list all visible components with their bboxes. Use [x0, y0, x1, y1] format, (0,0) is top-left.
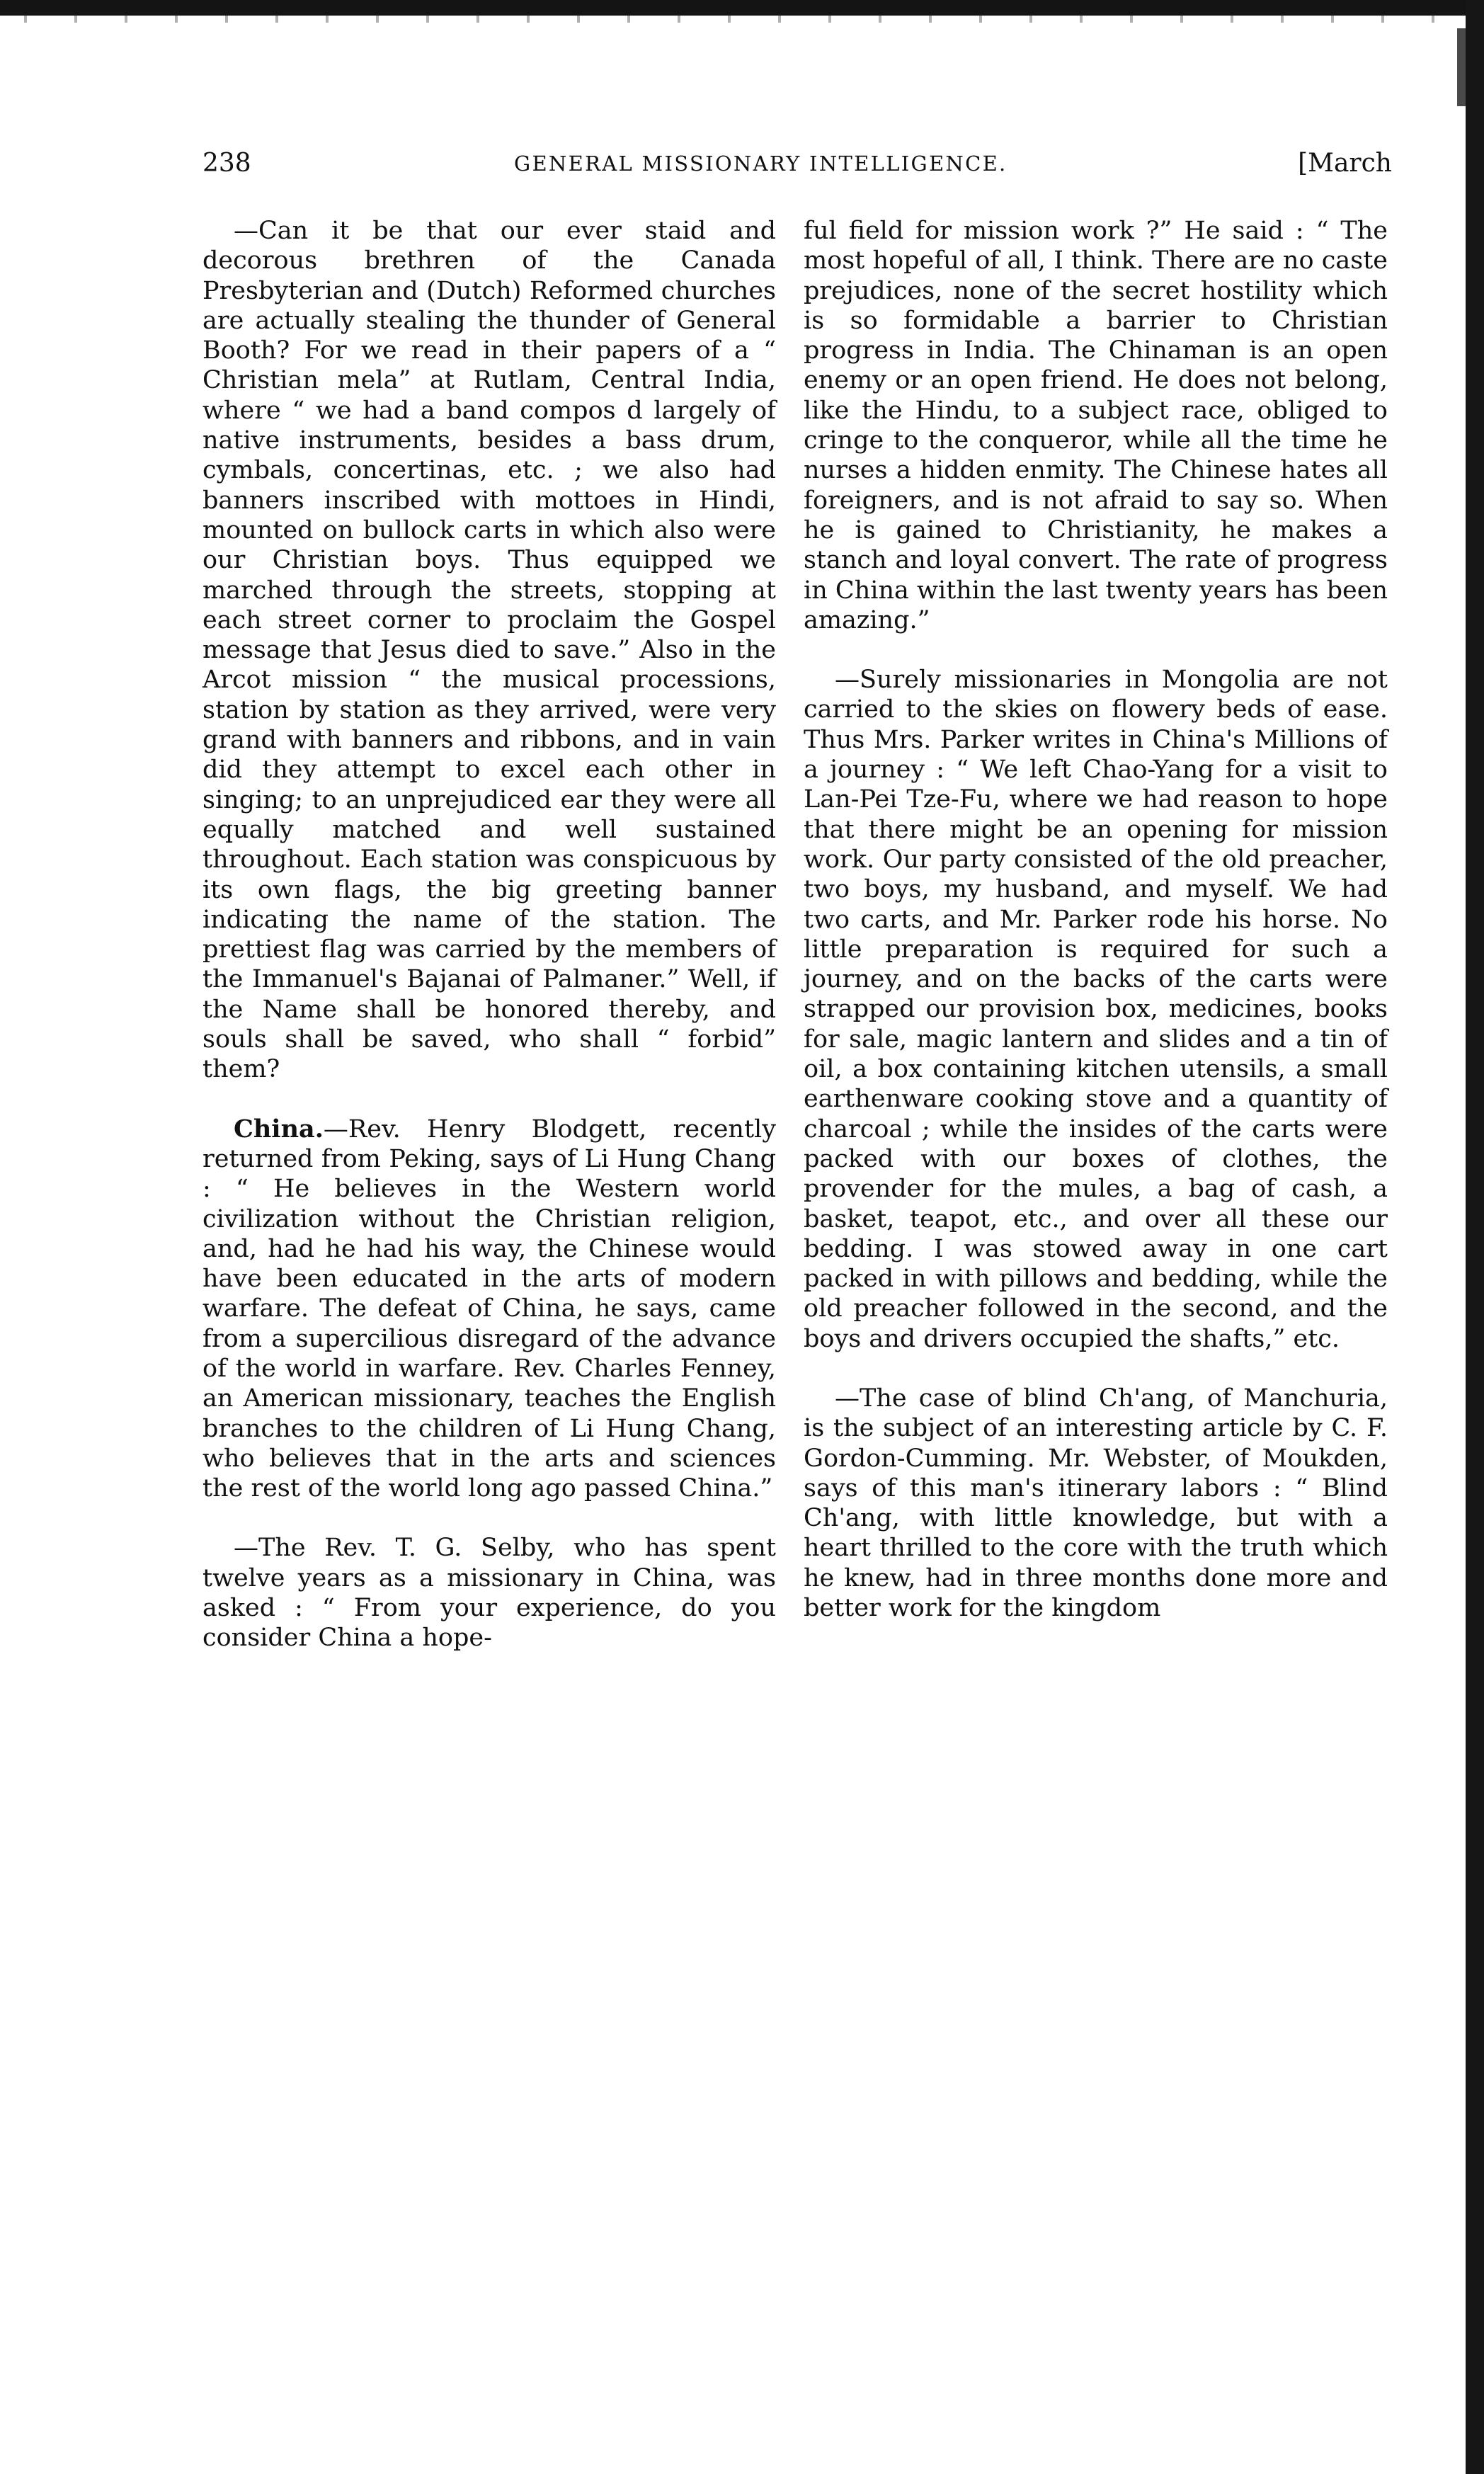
issue-month: [March: [1298, 149, 1392, 178]
paragraph-salvation-army-tactics: [202, 216, 776, 1085]
left-column: [202, 216, 776, 1653]
paragraph-text: —Rev. Henry Blodgett, recently returned from Peking, says of Li Hung Chang : “ He believes in the Western world civilization without the Christian religion, and, had he had his way, the Chinese would have been educated in the arts of modern warfare. The defeat of China, he says, came from a supercilious disregard of the advance of the world in warfare. Rev. Charles Fenney, an American missionary, teaches the English branches to the children of Li Hung Chang, who believes that in the arts and sciences the rest of the world long ago passed China.”: [202, 1115, 776, 1503]
scan-top-edge-flecks: [0, 16, 1484, 23]
paragraph-text: —Surely missionaries in Mongolia are not carried to the skies on flowery beds of ease. Thus Mrs. Parker writes in China's Millions of a journey : “ We left Chao-Yang for a visit to Lan-Pei Tze-Fu, where we had reason to hope that there might be an opening for mission work. Our party consisted of the old preacher, two boys, my husband, and myself. We had two carts, and Mr. Parker rode his horse. No little preparation is required for such a journey, and on the backs of the carts were strapped our provision box, medicines, books for sale, magic lantern and slides and a tin of oil, a box containing kitchen utensils, a small earthenware cooking stove and a quantity of charcoal ; while the insides of the carts were packed with our boxes of clothes, the provender for the mules, a bag of cash, a basket, teapot, etc., and over all these our bedding. I was stowed away in one cart packed in with pillows and bedding, while the old preacher followed in the second, and the boys and drivers occupied the shafts,” etc.: [804, 666, 1388, 1353]
page-header: [202, 142, 1392, 185]
paragraph-text: —Can it be that our ever staid and decorous brethren of the Canada Presbyterian and (Dutch) Reformed churches are actually stealing the thunder of General Booth? For we read in their papers of a “ Christian mela” at Rutlam, Central India, where “ we had a band compos d largely of native instruments, besides a bass drum, cymbals, concertinas, etc. ; we also had banners inscribed with mottoes in Hindi, mounted on bullock carts in which also were our Christian boys. Thus equipped we marched through the streets, stopping at each street corner to proclaim the Gospel message that Jesus died to save.” Also in the Arcot mission “ the musical processions, station by station as they arrived, were very grand with banners and ribbons, and in vain did they attempt to excel each other in singing; to an unprejudiced ear they were all equally matched and well sustained throughout. Each station was conspicuous by its own flags, the big greeting banner indicating the name of the station. The prettiest flag was carried by the members of the Immanuel's Bajanai of Palmaner.” Well, if the Name shall be honored thereby, and souls shall be saved, who shall “ forbid” them?: [202, 217, 776, 1084]
paragraph-text: —The Rev. T. G. Selby, who has spent twelve years as a missionary in China, was asked : “ From your experience, do you consider China a hope-: [202, 1534, 776, 1653]
paragraph-mongolia-parker: [804, 665, 1388, 1354]
paragraph-selby-continued: [804, 216, 1388, 635]
paragraph-text: ful field for mission work ?” He said : “ The most hopeful of all, I think. There are no caste prejudices, none of the secret hostility which is so formidable a barrier to Christian progress in India. The Chinaman is an open enemy or an open friend. He does not belong, like the Hindu, to a subject race, obliged to cringe to the conqueror, while all the time he nurses a hidden enmity. The Chinese hates all foreigners, and is not afraid to say so. When he is gained to Christianity, he makes a stanch and loyal convert. The rate of progress in China within the last twenty years has been amazing.”: [804, 217, 1388, 634]
page-number: 238: [202, 149, 251, 178]
paragraph-blind-chang: [804, 1384, 1388, 1623]
running-title: GENERAL MISSIONARY INTELLIGENCE.: [514, 152, 1008, 176]
paragraph-selby: [202, 1533, 776, 1653]
section-label-china: China.: [234, 1114, 324, 1144]
paragraph-text: —The case of blind Ch'ang, of Manchuria, is the subject of an interesting article by C. F. Gordon-Cumming. Mr. Webster, of Moukden, says of this man's itinerary labors : “ Blind Ch'ang, with little knowledge, but with a heart thrilled to the core with the truth which he knew, had in three months done more and better work for the kingdom: [804, 1384, 1388, 1623]
scan-right-edge: [1466, 0, 1484, 2474]
right-column: [804, 216, 1388, 1623]
paragraph-china-blodgett: [202, 1115, 776, 1504]
scan-top-edge: [0, 0, 1484, 16]
scan-right-edge-notch: [1457, 28, 1466, 106]
